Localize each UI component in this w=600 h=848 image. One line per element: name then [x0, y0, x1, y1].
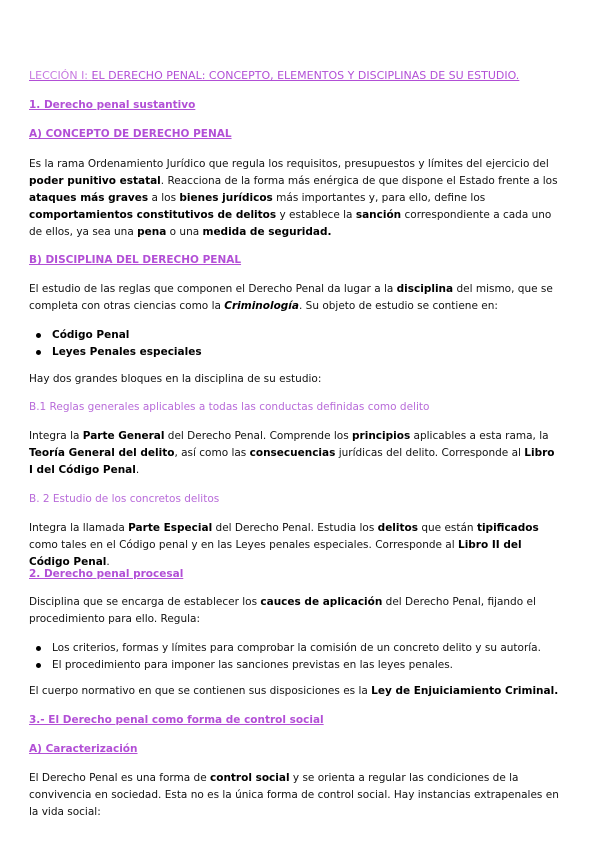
- procedural-paragraph: Disciplina que se encarga de establecer los cauces de aplicación del Derecho Penal, fijando el procedimiento para ello. Regula:: [29, 596, 536, 625]
- procedural-list: [29, 640, 560, 674]
- discipline-heading: B) DISCIPLINA DEL DERECHO PENAL: [29, 254, 242, 266]
- list-item: Los criterios, formas y límites para comprobar la comisión de un concreto delito y su autoría.: [29, 640, 560, 657]
- control-social-paragraph: El Derecho Penal es una forma de control social y se orienta a regular las condiciones de la convivencia en sociedad. Esta no es la única forma de control social. Hay instancias extrapenales en la vida social:: [29, 772, 559, 818]
- list-item: Código Penal: [29, 327, 560, 344]
- characterization-heading: A) Caracterización: [29, 743, 138, 755]
- concept-heading: A) CONCEPTO DE DERECHO PENAL: [29, 128, 232, 140]
- section-3-heading: 3.- El Derecho penal como forma de control social: [29, 714, 324, 726]
- lesson-title-text: EL DERECHO PENAL: CONCEPTO, ELEMENTOS Y DISCIPLINAS DE SU ESTUDIO.: [91, 69, 520, 82]
- list-item: Leyes Penales especiales: [29, 344, 560, 361]
- section-2-heading: 2. Derecho penal procesal: [29, 568, 184, 580]
- b1-heading: B.1 Reglas generales aplicables a todas las conductas definidas como delito: [29, 401, 430, 413]
- b2-paragraph: Integra la llamada Parte Especial del Derecho Penal. Estudia los delitos que están tipificados como tales en el Código penal y en las Leyes penales especiales. Corresponde al Libro II del Código Penal.: [29, 522, 539, 568]
- discipline-paragraph: El estudio de las reglas que componen el Derecho Penal da lugar a la disciplina del mismo, que se completa con otras ciencias como la Criminología. Su objeto de estudio se contiene en:: [29, 283, 553, 312]
- lesson-prefix: LECCIÓN I:: [29, 69, 89, 82]
- b1-paragraph: Integra la Parte General del Derecho Penal. Comprende los principios aplicables a esta rama, la Teoría General del delito, así como las consecuencias jurídicas del delito. Corresponde al Libro I del Código Penal.: [29, 430, 555, 476]
- section-1-heading: 1. Derecho penal sustantivo: [29, 99, 196, 111]
- concept-paragraph: Es la rama Ordenamiento Jurídico que regula los requisitos, presupuestos y límites del ejercicio del poder punitivo estatal. Reacciona de la forma más enérgica de que dispone el Estado frente a los ataques más graves a los bienes jurídicos más importantes y, para ello, define los comportamientos constitutivos de delitos y establece la sanción correspondiente a cada uno de ellos, ya sea una pena o una medida de seguridad.: [29, 158, 558, 238]
- discipline-list: [29, 327, 560, 361]
- blocks-intro: Hay dos grandes bloques en la disciplina de su estudio:: [29, 373, 322, 385]
- list-item: El procedimiento para imponer las sanciones previstas en las leyes penales.: [29, 657, 560, 674]
- b2-heading: B. 2 Estudio de los concretos delitos: [29, 493, 220, 505]
- lesson-title: [29, 67, 560, 84]
- normative-paragraph: El cuerpo normativo en que se contienen sus disposiciones es la Ley de Enjuiciamiento Criminal.: [29, 685, 559, 697]
